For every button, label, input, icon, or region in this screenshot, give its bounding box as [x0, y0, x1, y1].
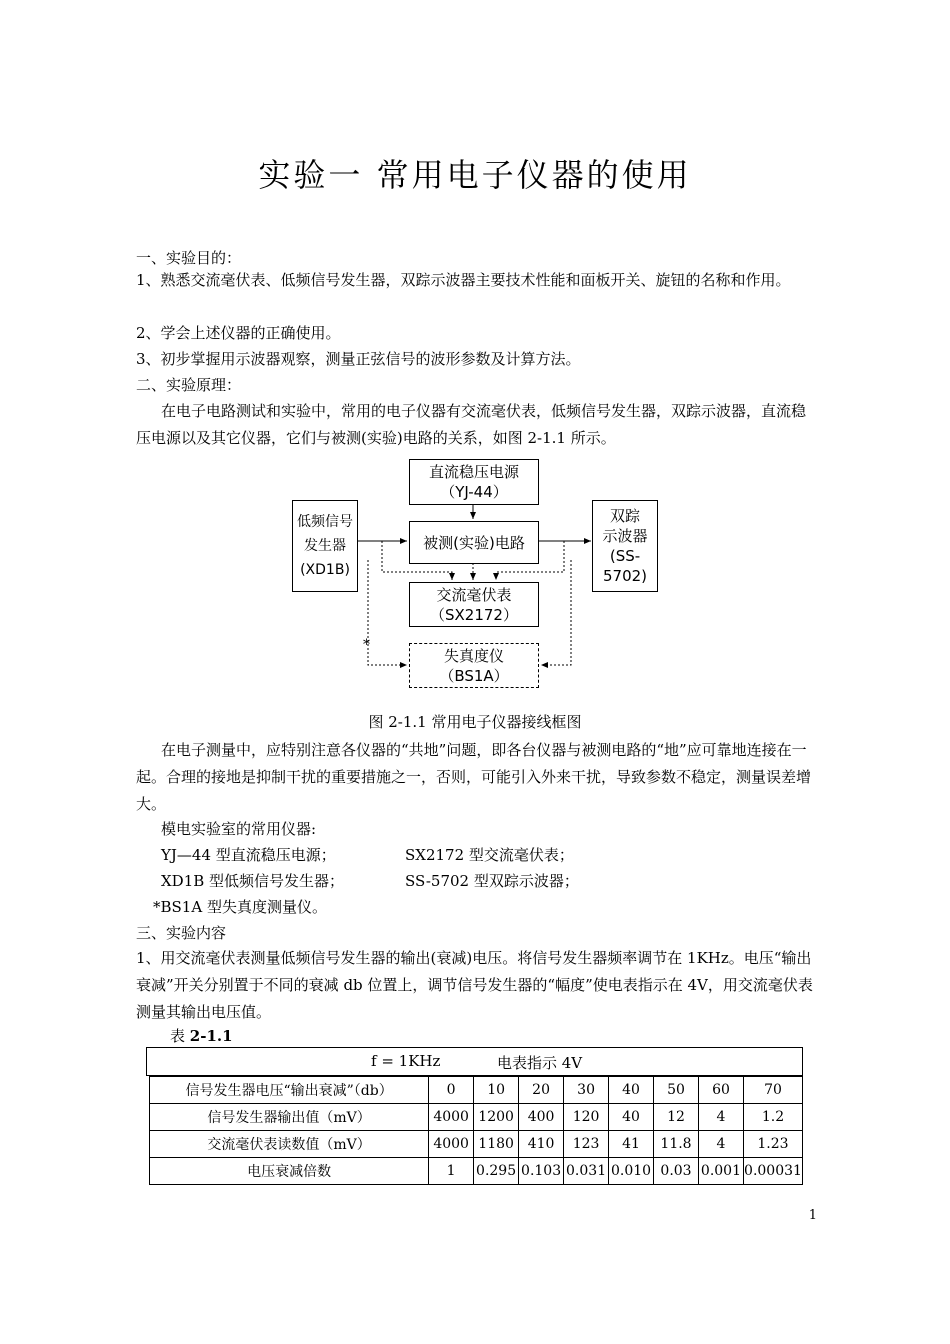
table-row — [150, 1131, 803, 1158]
table-cell: 60 — [698, 1077, 743, 1104]
table-cell: 0.031 — [564, 1158, 609, 1185]
table-cell: 0.03 — [654, 1158, 699, 1185]
oscilloscope-box — [592, 500, 658, 592]
millivoltmeter-model: （SX2172） — [430, 605, 518, 624]
table-row — [150, 1104, 803, 1131]
row-label: 交流毫伏表读数值（mV） — [150, 1131, 429, 1158]
dotted-to-distortion-right — [541, 560, 571, 665]
section-heading-objectives: 一、实验目的： — [136, 249, 242, 267]
section-heading-content: 三、实验内容 — [136, 924, 227, 942]
instrument-ss5702: SS-5702 型双踪示波器； — [405, 872, 579, 890]
section-heading-principle: 二、实验原理： — [136, 376, 242, 394]
page-number: 1 — [808, 1208, 817, 1223]
table-cell: 0.295 — [474, 1158, 519, 1185]
table-row — [150, 1077, 803, 1104]
table-label-prefix: 表 — [170, 1027, 190, 1045]
table-cell: 30 — [564, 1077, 609, 1104]
objective-1: 1、熟悉交流毫伏表、低频信号发生器，双踪示波器主要技术性能和面板开关、旋钮的名称和作用。 — [136, 271, 791, 289]
table-cell: 4000 — [429, 1104, 474, 1131]
objective-3: 3、初步掌握用示波器观察，测量正弦信号的波形参数及计算方法。 — [136, 350, 581, 368]
table-header-meter: 电表指示 4V — [497, 1054, 583, 1072]
table-cell: 0 — [429, 1077, 474, 1104]
table-row — [150, 1158, 803, 1185]
table-cell: 0.00031 — [743, 1158, 802, 1185]
millivoltmeter-label: 交流毫伏表 — [436, 585, 512, 604]
table-cell: 40 — [609, 1104, 654, 1131]
page-title: 实验一 常用电子仪器的使用 — [258, 156, 692, 194]
power-supply-box — [409, 459, 539, 505]
measurement-table — [149, 1076, 803, 1185]
table-cell: 1.23 — [743, 1131, 802, 1158]
signal-generator-model: (XD1B) — [300, 562, 350, 578]
table-label-number: 2-1.1 — [189, 1027, 233, 1045]
table-cell: 400 — [519, 1104, 564, 1131]
table-cell: 120 — [564, 1104, 609, 1131]
table-cell: 50 — [654, 1077, 699, 1104]
oscilloscope-label-2: 示波器 — [602, 527, 648, 545]
content-item-1: 1、用交流毫伏表测量低频信号发生器的输出(衰减)电压。将信号发生器频率调节在 1KHz。电压“输出衰减”开关分别置于不同的衰减 db 位置上，调节信号发生器的“幅度”使电表指示在 4V，用交流毫伏表测量其输出电压值。 — [136, 949, 813, 1021]
instrument-yj44: YJ—44 型直流稳压电源； — [161, 846, 336, 864]
table-cell: 4000 — [429, 1131, 474, 1158]
circuit-under-test-box — [409, 521, 539, 564]
table-cell: 41 — [609, 1131, 654, 1158]
table-cell: 4 — [698, 1131, 743, 1158]
row-label: 信号发生器电压“输出衰减”（db） — [150, 1077, 429, 1104]
principle-paragraph-2: 在电子测量中，应特别注意各仪器的“共地”问题，即各台仪器与被测电路的“地”应可靠地连接在一起。合理的接地是抑制干扰的重要措施之一，否则，可能引入外来干扰，导致参数不稳定，测量误差增大。 — [136, 741, 812, 813]
distortion-meter-box — [409, 643, 539, 688]
table-cell: 1180 — [474, 1131, 519, 1158]
objective-2: 2、学会上述仪器的正确使用。 — [136, 324, 341, 342]
table-cell: 4 — [698, 1104, 743, 1131]
figure-caption: 图 2-1.1 常用电子仪器接线框图 — [368, 713, 582, 731]
table-cell: 0.001 — [698, 1158, 743, 1185]
distortion-meter-model: （BS1A） — [439, 666, 509, 685]
lab-instruments-intro: 模电实验室的常用仪器: — [161, 820, 317, 838]
row-label: 信号发生器输出值（mV） — [150, 1104, 429, 1131]
circuit-under-test-label: 被测(实验)电路 — [423, 533, 525, 552]
table-cell: 12 — [654, 1104, 699, 1131]
table-cell: 0.103 — [519, 1158, 564, 1185]
signal-generator-label-1: 低频信号 — [297, 514, 353, 530]
distortion-meter-label: 失真度仪 — [443, 646, 504, 665]
table-cell: 1200 — [474, 1104, 519, 1131]
power-supply-model: （YJ-44） — [440, 483, 508, 501]
signal-generator-label-2: 发生器 — [304, 538, 346, 554]
table-cell: 10 — [474, 1077, 519, 1104]
table-cell: 1 — [429, 1158, 474, 1185]
table-cell: 0.010 — [609, 1158, 654, 1185]
table-header-frequency: f = 1KHz — [371, 1052, 441, 1070]
instrument-bs1a: *BS1A 型失真度测量仪。 — [153, 898, 327, 916]
table-cell: 70 — [743, 1077, 802, 1104]
millivoltmeter-box — [409, 582, 539, 627]
table-cell: 20 — [519, 1077, 564, 1104]
oscilloscope-model-1: (SS- — [609, 547, 641, 565]
table-cell: 11.8 — [654, 1131, 699, 1158]
instrument-xd1b: XD1B 型低频信号发生器； — [161, 872, 345, 890]
optional-marker: * — [363, 637, 370, 653]
signal-generator-box — [292, 500, 358, 592]
table-cell: 40 — [609, 1077, 654, 1104]
table-cell: 410 — [519, 1131, 564, 1158]
row-label: 电压衰减倍数 — [150, 1158, 429, 1185]
table-header — [146, 1047, 803, 1076]
table-label — [170, 1025, 233, 1046]
instrument-sx2172: SX2172 型交流毫伏表； — [405, 846, 574, 864]
power-supply-label: 直流稳压电源 — [428, 463, 519, 481]
principle-paragraph-1: 在电子电路测试和实验中，常用的电子仪器有交流毫伏表，低频信号发生器，双踪示波器，直流稳压电源以及其它仪器，它们与被测(实验)电路的关系，如图 2-1.1 所示。 — [136, 402, 807, 447]
table-cell: 123 — [564, 1131, 609, 1158]
table-cell: 1.2 — [743, 1104, 802, 1131]
oscilloscope-model-2: 5702) — [602, 567, 648, 585]
dotted-to-distortion-left — [368, 560, 407, 665]
oscilloscope-label-1: 双踪 — [609, 507, 640, 525]
